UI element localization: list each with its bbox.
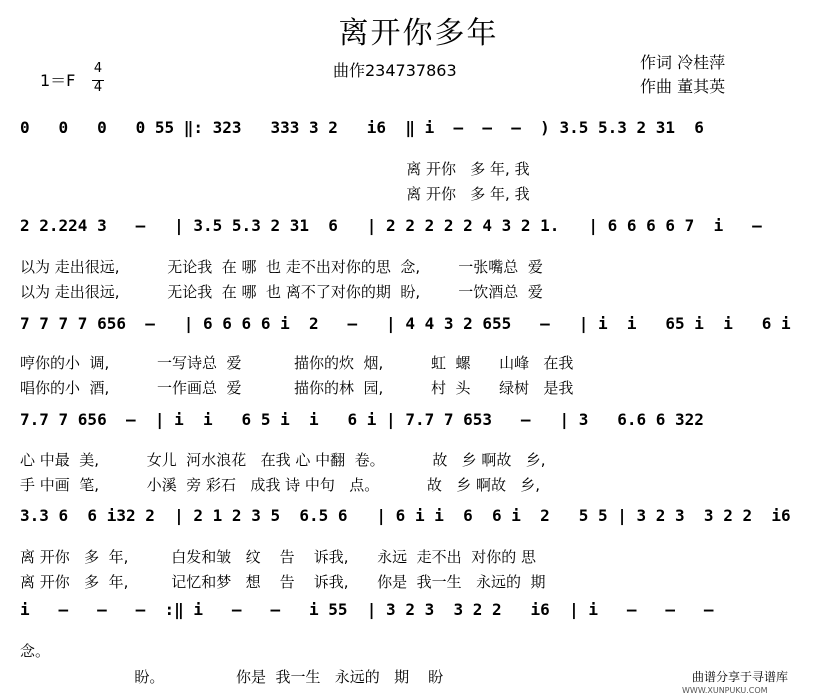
lyric-row-5-verse-2: 离 开你 多 年, 记忆和梦 想 告 诉我, 你是 我一生 永远的 期 [20,573,546,591]
lyric-row-3-verse-2: 唱你的小 酒, 一作画总 爱 描你的林 园, 村 头 绿树 是我 [20,379,574,397]
lyric-row-3-verse-1: 哼你的小 调, 一写诗总 爱 描你的炊 烟, 虹 螺 山峰 在我 [20,354,574,372]
notation-row-4: 7.7 7 656 – | i i 6 5 i i 6 i | 7.7 7 653 – | 3 6.6 6 322 [20,410,704,429]
time-signature-top: 4 [93,61,103,76]
lyric-row-4-verse-2: 手 中画 笔, 小溪 旁 彩石 成我 诗 中句 点。 故 乡 啊故 乡, [20,476,541,494]
lyric-row-6-verse-1: 念。 [20,642,51,660]
music-row-2 [20,216,820,244]
time-signature-bottom: 4 [93,80,103,95]
key-signature: 1＝F [40,71,76,90]
notation-row-2: 2 2.224 3 – | 3.5 5.3 2 31 6 | 2 2 2 2 2 4 3 2 1. | 6 6 6 6 7 i – [20,216,762,235]
composer: 作曲 董其英 [640,77,726,96]
lyric-row-6-verse-2: 盼。 你是 我一生 永远的 期 盼 [20,668,444,686]
notation-row-6: i – – – :‖ i – – i 55 | 3 2 3 3 2 2 i6 | i – – – [20,600,714,619]
lyric-row-1-verse-1: 离 开你 多 年, 我 [20,160,530,178]
music-row-3 [20,314,820,342]
notation-row-5: 3.3 6 6 i32 2 | 2 1 2 3 5 6.5 6 | 6 i i 6 6 i 2 5 5 | 3 2 3 3 2 2 i6 [20,506,791,525]
music-row-1 [20,118,820,146]
music-row-5 [20,506,820,534]
lyric-row-2-verse-1: 以为 走出很远, 无论我 在 哪 也 走不出对你的思 念, 一张嘴总 爱 [20,258,543,276]
song-title: 离开你多年 [338,16,499,51]
lyric-row-1-verse-2: 离 开你 多 年, 我 [20,185,530,203]
music-row-6 [20,600,820,628]
notation-row-3: 7 7 7 7 656 – | 6 6 6 6 i 2 – | 4 4 3 2 655 – | i i 65 i i 6 i [20,314,791,333]
subtitle: 曲作234737863 [333,61,457,80]
source-credit: 曲谱分享于寻谱库 [692,670,789,684]
lyric-row-2-verse-2: 以为 走出很远, 无论我 在 哪 也 离不了对你的期 盼, 一饮酒总 爱 [20,283,543,301]
lyric-row-4-verse-1: 心 中最 美, 女儿 河水浪花 在我 心 中翻 卷。 故 乡 啊故 乡, [20,451,546,469]
lyric-row-5-verse-1: 离 开你 多 年, 白发和皱 纹 告 诉我, 永远 走不出 对你的 思 [20,548,536,566]
lyricist: 作词 冷桂萍 [640,53,726,72]
notation-row-1: 0 0 0 0 55 ‖: 323 333 3 2 i6 ‖ i – – – ) 3.5 5.3 2 31 6 [20,118,704,137]
music-row-4 [20,410,820,438]
watermark: WWW.XUNPUKU.COM [682,686,768,695]
